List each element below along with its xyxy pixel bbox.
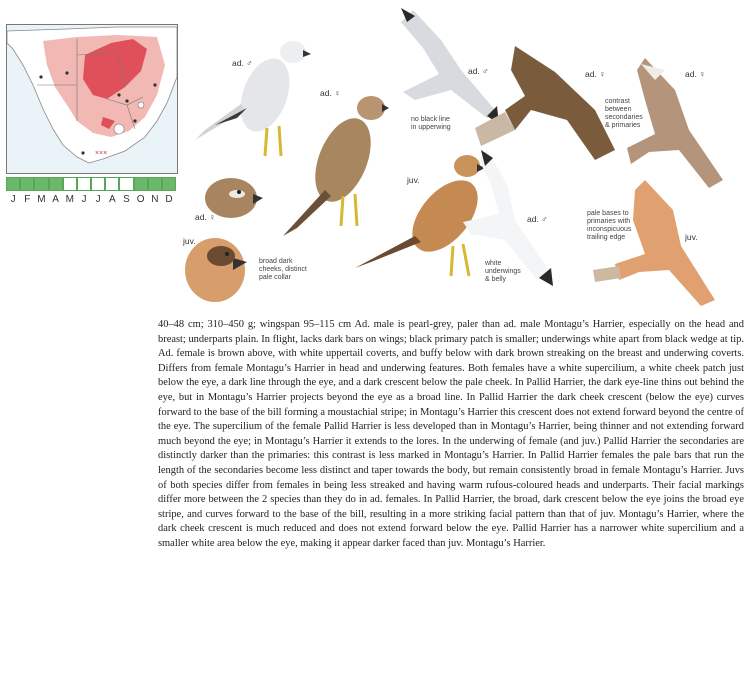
- month-cell: [6, 177, 20, 191]
- month-letter: O: [136, 194, 145, 205]
- month-letter: J: [81, 194, 87, 205]
- month-cell: [34, 177, 48, 191]
- label-juvenile-head: juv.: [183, 236, 196, 246]
- label-female-head: ad. ♀: [195, 212, 216, 222]
- month-letter: M: [65, 194, 74, 205]
- label-male-perched: ad. ♂: [232, 58, 253, 68]
- city-dot: [117, 93, 120, 96]
- species-description: 40–48 cm; 310–450 g; wingspan 95–115 cm Ad. male is pearl-grey, paler than ad. male Montagu’s Harrier, especially on the head and breast; underparts plain. In flight, lacks dark bars on wings; black primary patch is smaller; underwings white apart from black wedge at tip. Ad. female is brown above, with white uppertail coverts, and buffy below with dark brown streaking on the breast and underwing coverts. Differs from female Montagu’s Harrier in head and underwing features. Both females have a white supercilium, a white cheek patch just below the eye, a dark line through the eye, and a dark crescent below the pale cheek. In Pallid Harrier, the dark eye-line thins out behind the eye, but in Montagu’s Harrier projects beyond the eye as a broad line. In Pallid Harrier the dark cheek crescent (below the eye) curves forward to the base of the bill forming a moustachial stripe; in Montagu’s Harrier this crescent does not extend forward beyond the centre of the eye. The supercilium of the female Pallid Harrier is less developed than in Montagu’s Harrier, being thinner and not extending forward much beyond the eye; in Montagu’s Harrier it extends to the lores. In the underwing of female (and juv.) Pallid Harrier the secondaries are distinctly darker than the primaries: this contrast is less marked in Montagu’s Harrier. In Pallid Harrier females the pale bars that run the length of the secondaries become less distinct and taper towards the body, but remain consistently broad in female Montagu’s Harrier. Juvs of both species differ from females in being less streaked and having warm rufous-coloured heads and underparts. Their facial markings differ more between the 2 species than they do in ad. females. In Pallid Harrier, the broad, dark crescent below the eye joins the broad eye stripe, and curves forward to the base of the bill, resulting in a more striking facial pattern than that of juv. Montagu’s Harrier, where the dark cheek crescent is much reduced and does not extend forward below the eye. Pallid Harrier has a narrower white supercilium and a smaller white area below the eye, making it appear darker faced than juv. Montagu’s Harrier.: [158, 319, 744, 549]
- month-letter: N: [151, 194, 159, 205]
- month-letter: M: [37, 194, 46, 205]
- note-white-underwings: white underwings & belly: [485, 260, 521, 283]
- city-dot: [39, 75, 42, 78]
- eswatini-outline: [138, 102, 144, 108]
- month-cell: [162, 177, 176, 191]
- male-perched-illustration: [195, 41, 311, 156]
- label-female-perched: ad. ♀: [320, 88, 341, 98]
- month-letter: J: [10, 194, 16, 205]
- distribution-map: [6, 24, 178, 174]
- label-juvenile-flight: juv.: [685, 232, 698, 242]
- city-dot: [133, 119, 136, 122]
- label-male-flight-upper: ad. ♂: [468, 66, 489, 76]
- city-dot: [125, 99, 128, 102]
- label-male-flight-under: ad. ♂: [527, 214, 548, 224]
- note-broad-dark-cheeks: broad dark cheeks, distinct pale collar: [259, 258, 307, 281]
- month-letter: D: [165, 194, 173, 205]
- note-no-black-line: no black line in upperwing: [411, 116, 451, 131]
- month-cell: [77, 177, 91, 191]
- month-cell: [49, 177, 63, 191]
- month-letter: F: [24, 194, 31, 205]
- city-dot: [153, 83, 156, 86]
- month-cell: [119, 177, 133, 191]
- southern-africa-map-svg: [7, 25, 177, 173]
- month-letter: J: [95, 194, 101, 205]
- juvenile-head-illustration: [185, 238, 247, 302]
- month-cell: [148, 177, 162, 191]
- label-juvenile-perched: juv.: [407, 175, 420, 185]
- juvenile-perched-illustration: [355, 155, 490, 276]
- note-pale-bases: pale bases to primaries with inconspicuous trailing edge: [587, 210, 632, 241]
- month-cell: [105, 177, 119, 191]
- vagrant-record-marker: ×××: [95, 150, 108, 157]
- illustration-plate: [175, 0, 750, 312]
- month-letters: [6, 194, 176, 205]
- note-contrast: contrast between secondaries & primaries: [605, 98, 643, 129]
- month-letter: A: [52, 194, 59, 205]
- label-female-flight-upper: ad. ♀: [685, 69, 706, 79]
- female-perched-illustration: [283, 96, 389, 236]
- month-cell: [63, 177, 77, 191]
- month-cell: [134, 177, 148, 191]
- female-flight-illustration: [475, 46, 615, 160]
- lesotho-outline: [114, 124, 124, 134]
- month-letter: S: [123, 194, 130, 205]
- city-dot: [81, 151, 84, 154]
- month-cell: [20, 177, 34, 191]
- month-cell: [91, 177, 105, 191]
- city-dot: [65, 71, 68, 74]
- month-presence-bar: [6, 177, 176, 191]
- label-female-flight: ad. ♀: [585, 69, 606, 79]
- juvenile-flight-illustration: [593, 180, 715, 306]
- month-letter: A: [108, 194, 116, 205]
